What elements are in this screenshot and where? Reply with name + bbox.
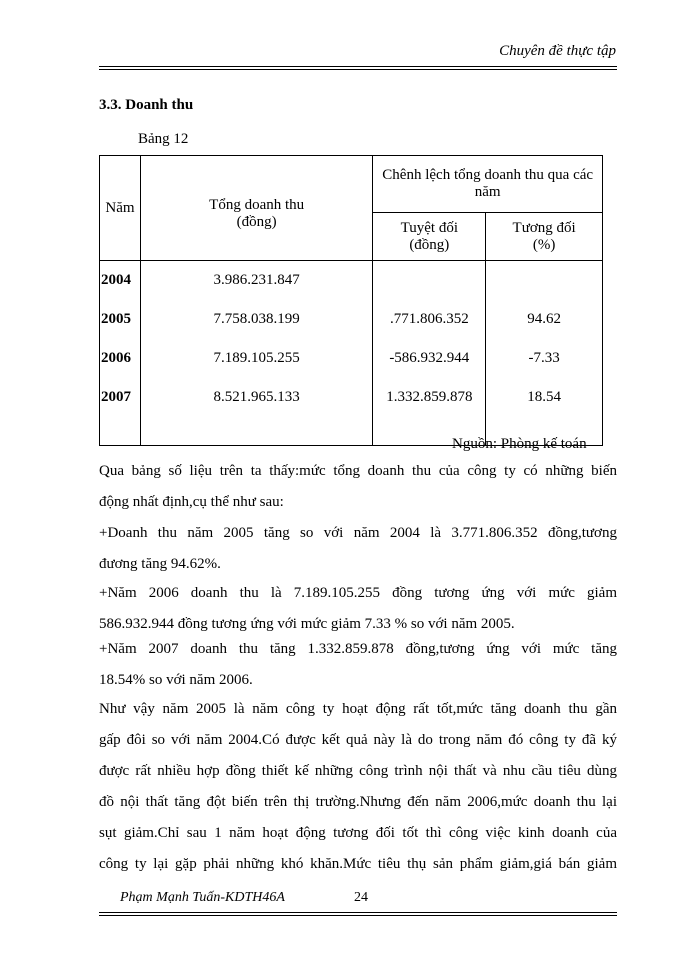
cell-relative: 94.62: [486, 300, 603, 339]
header-relative: Tương đối (%): [486, 213, 603, 261]
cell-absolute: .771.806.352: [373, 300, 486, 339]
text-line: công ty lại gặp phải những khó khăn.Mức tiêu thụ sản phẩm giảm,giá bán giảm: [99, 856, 617, 872]
footer-author: Phạm Mạnh Tuấn-KDTH46A: [120, 890, 285, 905]
paragraph-intro: [99, 456, 617, 518]
header-absolute: Tuyệt đối (đồng): [373, 213, 486, 261]
table-caption: Bảng 12: [138, 131, 189, 147]
text-line: được rất nhiều hợp đồng thiết kế những công trình nội thất và nhu cầu tiêu dùng: [99, 763, 617, 779]
cell-year: 2004: [100, 261, 141, 301]
text-line: đồ nội thất tăng đột biến trên thị trường.Nhưng đến năm 2006,mức doanh thu lại: [99, 794, 617, 810]
text-line: 586.932.944 đồng tương ứng với mức giảm 7.33 % so với năm 2005.: [99, 616, 515, 632]
paragraph-2007: [99, 634, 617, 696]
cell-year: 2006: [100, 339, 141, 378]
text-line: sụt giảm.Chỉ sau 1 năm hoạt động tương đối tốt thì công việc kinh doanh của: [99, 825, 617, 841]
cell-year: 2007: [100, 378, 141, 417]
footer-divider: [99, 912, 617, 916]
cell-year: 2005: [100, 300, 141, 339]
cell-absolute: -586.932.944: [373, 339, 486, 378]
text-line: động nhất định,cụ thể như sau:: [99, 494, 284, 510]
cell-total: 7.189.105.255: [140, 339, 372, 378]
table-row: [100, 300, 603, 339]
header-year: Năm: [100, 156, 141, 261]
cell-relative: 18.54: [486, 378, 603, 417]
paragraph-2005: [99, 518, 617, 580]
table-row: [100, 378, 603, 417]
text-line: Qua bảng số liệu trên ta thấy:mức tổng doanh thu của công ty có những biến: [99, 463, 617, 479]
page-number: 24: [354, 890, 368, 905]
cell-relative: -7.33: [486, 339, 603, 378]
header-difference-group: Chênh lệch tổng doanh thu qua các năm: [373, 156, 603, 213]
text-line: +Năm 2006 doanh thu là 7.189.105.255 đồng tương ứng với mức giảm: [99, 585, 617, 601]
revenue-table: [99, 155, 603, 446]
text-line: 18.54% so với năm 2006.: [99, 672, 253, 688]
table-row: [100, 339, 603, 378]
cell-absolute: 1.332.859.878: [373, 378, 486, 417]
cell-absolute: [373, 261, 486, 301]
cell-total: 8.521.965.133: [140, 378, 372, 417]
paragraph-analysis: [99, 694, 617, 880]
text-line: gấp đôi so với năm 2004.Có được kết quả này là do trong năm đó công ty đã ký: [99, 732, 617, 748]
cell-total: 7.758.038.199: [140, 300, 372, 339]
cell-total: 3.986.231.847: [140, 261, 372, 301]
text-line: Như vậy năm 2005 là năm công ty hoạt động rất tốt,mức tăng doanh thu gần: [99, 701, 617, 717]
text-line: đương tăng 94.62%.: [99, 556, 221, 572]
section-title: 3.3. Doanh thu: [99, 97, 194, 113]
header-total-revenue: Tổng doanh thu (đồng): [140, 156, 372, 261]
text-line: +Năm 2007 doanh thu tăng 1.332.859.878 đồng,tương ứng với mức tăng: [99, 641, 617, 657]
header-divider: [99, 66, 617, 70]
paragraph-2006: [99, 578, 617, 640]
document-header-title: Chuyên đề thực tập: [499, 43, 616, 59]
text-line: +Doanh thu năm 2005 tăng so với năm 2004 là 3.771.806.352 đồng,tương: [99, 525, 617, 541]
cell-relative: [486, 261, 603, 301]
table-header-row: [100, 156, 603, 213]
table-row: [100, 261, 603, 301]
table-source: Nguồn: Phòng kế toán: [452, 436, 587, 452]
